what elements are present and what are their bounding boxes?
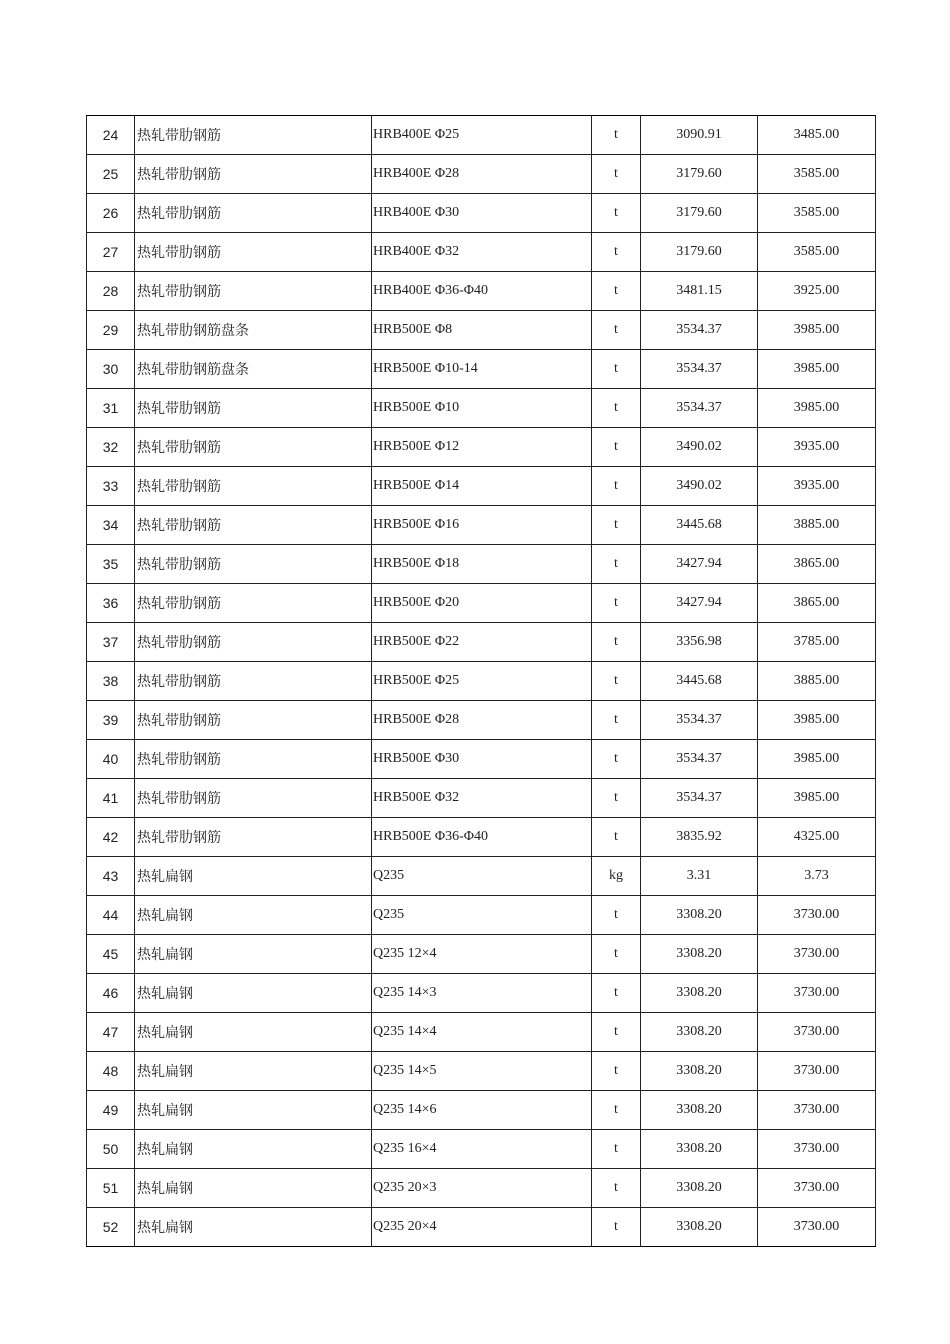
- row-number-cell: 45: [87, 935, 135, 974]
- price-excluding-tax-cell: 3308.20: [641, 1091, 758, 1130]
- row-number-cell: 42: [87, 818, 135, 857]
- price-excluding-tax-cell: 3308.20: [641, 1013, 758, 1052]
- row-number-cell: 52: [87, 1208, 135, 1247]
- price-excluding-tax-cell: 3835.92: [641, 818, 758, 857]
- table-row: [87, 935, 876, 974]
- material-name-cell: 热轧带肋钢筋: [135, 818, 372, 857]
- table-row: [87, 350, 876, 389]
- row-number-cell: 48: [87, 1052, 135, 1091]
- price-excluding-tax-cell: 3.31: [641, 857, 758, 896]
- material-name-cell: 热轧扁钢: [135, 1169, 372, 1208]
- material-name-cell: 热轧带肋钢筋: [135, 545, 372, 584]
- material-name-cell: 热轧带肋钢筋: [135, 467, 372, 506]
- price-excluding-tax-cell: 3179.60: [641, 155, 758, 194]
- table-row: [87, 584, 876, 623]
- table-row: [87, 116, 876, 155]
- price-including-tax-cell: 3985.00: [758, 701, 876, 740]
- table-row: [87, 662, 876, 701]
- specification-cell: HRB500E Φ10-14: [372, 350, 592, 389]
- price-including-tax-cell: 3985.00: [758, 350, 876, 389]
- row-number-cell: 39: [87, 701, 135, 740]
- unit-cell: kg: [592, 857, 641, 896]
- material-price-table: [86, 115, 876, 1247]
- table-row: [87, 1052, 876, 1091]
- row-number-cell: 37: [87, 623, 135, 662]
- table-body: [87, 116, 876, 1247]
- material-name-cell: 热轧扁钢: [135, 857, 372, 896]
- price-including-tax-cell: 3785.00: [758, 623, 876, 662]
- specification-cell: HRB500E Φ8: [372, 311, 592, 350]
- unit-cell: t: [592, 350, 641, 389]
- specification-cell: Q235: [372, 857, 592, 896]
- material-name-cell: 热轧带肋钢筋盘条: [135, 311, 372, 350]
- unit-cell: t: [592, 701, 641, 740]
- unit-cell: t: [592, 389, 641, 428]
- table-row: [87, 857, 876, 896]
- unit-cell: t: [592, 311, 641, 350]
- table-row: [87, 818, 876, 857]
- price-excluding-tax-cell: 3534.37: [641, 389, 758, 428]
- unit-cell: t: [592, 1052, 641, 1091]
- row-number-cell: 30: [87, 350, 135, 389]
- row-number-cell: 50: [87, 1130, 135, 1169]
- unit-cell: t: [592, 1130, 641, 1169]
- price-including-tax-cell: 3985.00: [758, 311, 876, 350]
- material-name-cell: 热轧带肋钢筋盘条: [135, 350, 372, 389]
- material-name-cell: 热轧带肋钢筋: [135, 194, 372, 233]
- price-including-tax-cell: 3935.00: [758, 467, 876, 506]
- table-row: [87, 623, 876, 662]
- specification-cell: Q235 14×3: [372, 974, 592, 1013]
- specification-cell: Q235 12×4: [372, 935, 592, 974]
- price-excluding-tax-cell: 3490.02: [641, 428, 758, 467]
- unit-cell: t: [592, 623, 641, 662]
- price-excluding-tax-cell: 3179.60: [641, 194, 758, 233]
- material-name-cell: 热轧扁钢: [135, 1052, 372, 1091]
- price-excluding-tax-cell: 3534.37: [641, 311, 758, 350]
- price-including-tax-cell: 3885.00: [758, 506, 876, 545]
- specification-cell: HRB500E Φ16: [372, 506, 592, 545]
- unit-cell: t: [592, 896, 641, 935]
- price-including-tax-cell: 3730.00: [758, 1130, 876, 1169]
- price-excluding-tax-cell: 3308.20: [641, 896, 758, 935]
- price-including-tax-cell: 3730.00: [758, 1169, 876, 1208]
- table-row: [87, 389, 876, 428]
- price-including-tax-cell: 3730.00: [758, 935, 876, 974]
- price-including-tax-cell: 3730.00: [758, 1208, 876, 1247]
- price-excluding-tax-cell: 3090.91: [641, 116, 758, 155]
- price-excluding-tax-cell: 3534.37: [641, 350, 758, 389]
- table-row: [87, 233, 876, 272]
- specification-cell: Q235 16×4: [372, 1130, 592, 1169]
- material-name-cell: 热轧扁钢: [135, 896, 372, 935]
- price-excluding-tax-cell: 3534.37: [641, 701, 758, 740]
- material-name-cell: 热轧扁钢: [135, 935, 372, 974]
- table-row: [87, 974, 876, 1013]
- price-including-tax-cell: 3585.00: [758, 155, 876, 194]
- price-excluding-tax-cell: 3356.98: [641, 623, 758, 662]
- price-excluding-tax-cell: 3308.20: [641, 974, 758, 1013]
- unit-cell: t: [592, 467, 641, 506]
- row-number-cell: 36: [87, 584, 135, 623]
- table-row: [87, 545, 876, 584]
- material-name-cell: 热轧带肋钢筋: [135, 623, 372, 662]
- row-number-cell: 35: [87, 545, 135, 584]
- specification-cell: Q235 14×4: [372, 1013, 592, 1052]
- unit-cell: t: [592, 974, 641, 1013]
- material-name-cell: 热轧带肋钢筋: [135, 662, 372, 701]
- unit-cell: t: [592, 506, 641, 545]
- unit-cell: t: [592, 779, 641, 818]
- material-name-cell: 热轧带肋钢筋: [135, 389, 372, 428]
- specification-cell: HRB500E Φ25: [372, 662, 592, 701]
- price-excluding-tax-cell: 3308.20: [641, 1052, 758, 1091]
- specification-cell: Q235: [372, 896, 592, 935]
- unit-cell: t: [592, 1013, 641, 1052]
- price-excluding-tax-cell: 3308.20: [641, 1208, 758, 1247]
- table-row: [87, 701, 876, 740]
- price-excluding-tax-cell: 3308.20: [641, 1169, 758, 1208]
- price-including-tax-cell: 3935.00: [758, 428, 876, 467]
- specification-cell: Q235 20×3: [372, 1169, 592, 1208]
- material-name-cell: 热轧带肋钢筋: [135, 272, 372, 311]
- price-excluding-tax-cell: 3445.68: [641, 662, 758, 701]
- price-including-tax-cell: 4325.00: [758, 818, 876, 857]
- price-including-tax-cell: 3865.00: [758, 584, 876, 623]
- specification-cell: HRB500E Φ12: [372, 428, 592, 467]
- price-including-tax-cell: 3485.00: [758, 116, 876, 155]
- price-including-tax-cell: 3585.00: [758, 233, 876, 272]
- price-including-tax-cell: 3925.00: [758, 272, 876, 311]
- price-excluding-tax-cell: 3308.20: [641, 935, 758, 974]
- row-number-cell: 41: [87, 779, 135, 818]
- price-excluding-tax-cell: 3308.20: [641, 1130, 758, 1169]
- table-row: [87, 740, 876, 779]
- row-number-cell: 38: [87, 662, 135, 701]
- price-including-tax-cell: 3730.00: [758, 1013, 876, 1052]
- price-excluding-tax-cell: 3534.37: [641, 779, 758, 818]
- price-including-tax-cell: 3985.00: [758, 389, 876, 428]
- row-number-cell: 25: [87, 155, 135, 194]
- row-number-cell: 46: [87, 974, 135, 1013]
- price-including-tax-cell: 3730.00: [758, 896, 876, 935]
- material-name-cell: 热轧带肋钢筋: [135, 584, 372, 623]
- table-row: [87, 1013, 876, 1052]
- material-name-cell: 热轧扁钢: [135, 1130, 372, 1169]
- material-name-cell: 热轧带肋钢筋: [135, 155, 372, 194]
- table-row: [87, 311, 876, 350]
- specification-cell: HRB400E Φ25: [372, 116, 592, 155]
- price-excluding-tax-cell: 3490.02: [641, 467, 758, 506]
- row-number-cell: 24: [87, 116, 135, 155]
- material-name-cell: 热轧扁钢: [135, 974, 372, 1013]
- table-row: [87, 1208, 876, 1247]
- material-name-cell: 热轧带肋钢筋: [135, 233, 372, 272]
- table-row: [87, 194, 876, 233]
- specification-cell: HRB500E Φ30: [372, 740, 592, 779]
- material-name-cell: 热轧带肋钢筋: [135, 428, 372, 467]
- specification-cell: HRB500E Φ32: [372, 779, 592, 818]
- material-name-cell: 热轧带肋钢筋: [135, 116, 372, 155]
- material-name-cell: 热轧带肋钢筋: [135, 740, 372, 779]
- row-number-cell: 44: [87, 896, 135, 935]
- price-excluding-tax-cell: 3179.60: [641, 233, 758, 272]
- unit-cell: t: [592, 155, 641, 194]
- price-including-tax-cell: 3.73: [758, 857, 876, 896]
- price-excluding-tax-cell: 3427.94: [641, 545, 758, 584]
- row-number-cell: 43: [87, 857, 135, 896]
- material-name-cell: 热轧扁钢: [135, 1013, 372, 1052]
- unit-cell: t: [592, 935, 641, 974]
- table-row: [87, 896, 876, 935]
- specification-cell: HRB400E Φ36-Φ40: [372, 272, 592, 311]
- row-number-cell: 33: [87, 467, 135, 506]
- unit-cell: t: [592, 1091, 641, 1130]
- table-row: [87, 1169, 876, 1208]
- unit-cell: t: [592, 740, 641, 779]
- table-row: [87, 1091, 876, 1130]
- unit-cell: t: [592, 116, 641, 155]
- table-row: [87, 506, 876, 545]
- row-number-cell: 28: [87, 272, 135, 311]
- unit-cell: t: [592, 428, 641, 467]
- row-number-cell: 40: [87, 740, 135, 779]
- price-excluding-tax-cell: 3481.15: [641, 272, 758, 311]
- specification-cell: HRB400E Φ30: [372, 194, 592, 233]
- specification-cell: HRB500E Φ28: [372, 701, 592, 740]
- material-name-cell: 热轧扁钢: [135, 1208, 372, 1247]
- table-row: [87, 272, 876, 311]
- specification-cell: Q235 14×6: [372, 1091, 592, 1130]
- material-name-cell: 热轧带肋钢筋: [135, 701, 372, 740]
- row-number-cell: 27: [87, 233, 135, 272]
- row-number-cell: 49: [87, 1091, 135, 1130]
- price-excluding-tax-cell: 3427.94: [641, 584, 758, 623]
- unit-cell: t: [592, 1208, 641, 1247]
- price-including-tax-cell: 3730.00: [758, 974, 876, 1013]
- price-including-tax-cell: 3885.00: [758, 662, 876, 701]
- unit-cell: t: [592, 818, 641, 857]
- price-including-tax-cell: 3585.00: [758, 194, 876, 233]
- price-excluding-tax-cell: 3534.37: [641, 740, 758, 779]
- unit-cell: t: [592, 545, 641, 584]
- price-including-tax-cell: 3865.00: [758, 545, 876, 584]
- row-number-cell: 26: [87, 194, 135, 233]
- price-including-tax-cell: 3985.00: [758, 740, 876, 779]
- unit-cell: t: [592, 233, 641, 272]
- material-name-cell: 热轧扁钢: [135, 1091, 372, 1130]
- specification-cell: HRB500E Φ22: [372, 623, 592, 662]
- specification-cell: HRB400E Φ28: [372, 155, 592, 194]
- unit-cell: t: [592, 584, 641, 623]
- row-number-cell: 31: [87, 389, 135, 428]
- price-including-tax-cell: 3730.00: [758, 1091, 876, 1130]
- unit-cell: t: [592, 272, 641, 311]
- unit-cell: t: [592, 662, 641, 701]
- price-including-tax-cell: 3985.00: [758, 779, 876, 818]
- table-row: [87, 428, 876, 467]
- row-number-cell: 51: [87, 1169, 135, 1208]
- unit-cell: t: [592, 1169, 641, 1208]
- row-number-cell: 32: [87, 428, 135, 467]
- price-excluding-tax-cell: 3445.68: [641, 506, 758, 545]
- specification-cell: HRB500E Φ20: [372, 584, 592, 623]
- material-name-cell: 热轧带肋钢筋: [135, 506, 372, 545]
- material-name-cell: 热轧带肋钢筋: [135, 779, 372, 818]
- specification-cell: Q235 20×4: [372, 1208, 592, 1247]
- specification-cell: HRB400E Φ32: [372, 233, 592, 272]
- table-row: [87, 155, 876, 194]
- table-row: [87, 1130, 876, 1169]
- unit-cell: t: [592, 194, 641, 233]
- price-including-tax-cell: 3730.00: [758, 1052, 876, 1091]
- specification-cell: HRB500E Φ14: [372, 467, 592, 506]
- row-number-cell: 47: [87, 1013, 135, 1052]
- row-number-cell: 29: [87, 311, 135, 350]
- specification-cell: Q235 14×5: [372, 1052, 592, 1091]
- table-row: [87, 467, 876, 506]
- specification-cell: HRB500E Φ36-Φ40: [372, 818, 592, 857]
- row-number-cell: 34: [87, 506, 135, 545]
- specification-cell: HRB500E Φ10: [372, 389, 592, 428]
- specification-cell: HRB500E Φ18: [372, 545, 592, 584]
- table-row: [87, 779, 876, 818]
